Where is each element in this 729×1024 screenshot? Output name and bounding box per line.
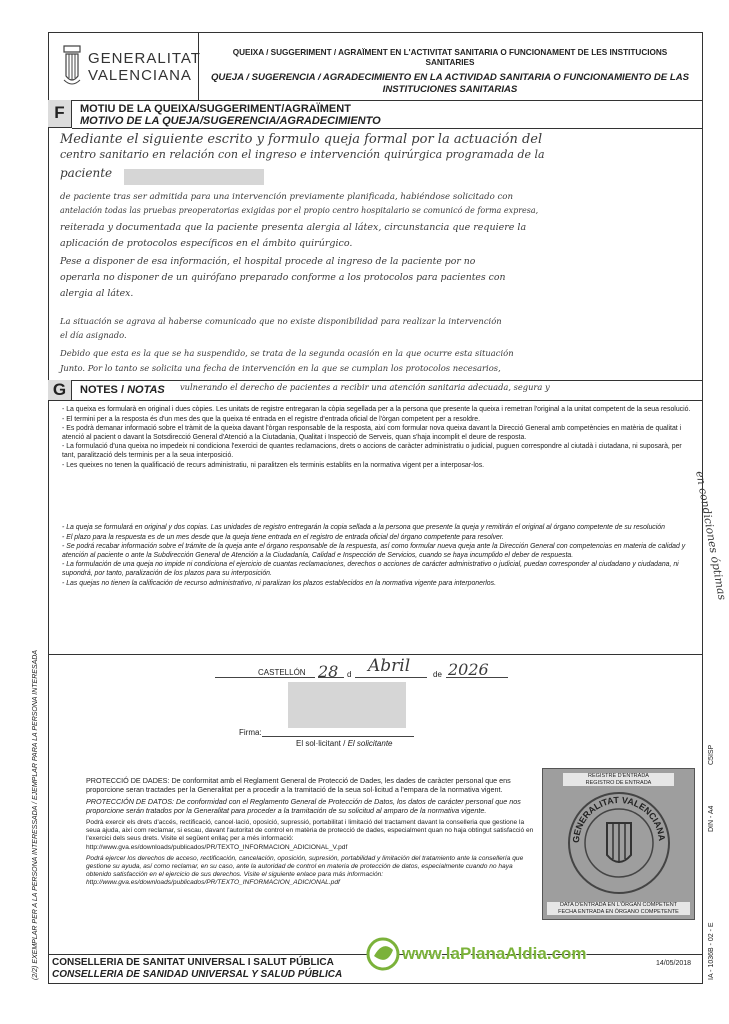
stamp-ring-text: GENERALITAT VALENCIANA (570, 794, 668, 844)
side-copy-note: (2/2) EXEMPLAR PER A LA PERSONA INTERESSADA / EJEMPLAR PARA LA PERSONA INTERESADA (32, 650, 39, 980)
margin-handwritten-note: en condiciones óptimas (693, 470, 729, 602)
de-label: d (347, 670, 352, 679)
logo-line-2: VALENCIANA (88, 67, 192, 84)
side-code-c: C5ISP (708, 744, 715, 765)
section-g-title: NOTES / NOTAS (80, 384, 165, 396)
city-line (215, 677, 315, 678)
notes-bottom-divider (48, 654, 703, 655)
section-g-divider-top (48, 380, 703, 381)
note-ca-item: - La formulació d'una queixa no impedeix ni condiciona l'exercici de quantes reclamacions, drets o accions de caràcter administratiu o judicial, puguen correspondre al ciutadà i ciutadana, ni suposarà, per tant, paralització dels terminis per a la seua interposició. (62, 443, 682, 459)
section-f-title-ca: MOTIU DE LA QUEIXA/SUGGERIMENT/AGRAÏMENT (80, 103, 351, 115)
footer-es: CONSELLERIA DE SANIDAD UNIVERSAL Y SALUD PÚBLICA (52, 969, 343, 980)
signature-line (262, 736, 414, 737)
section-g-letter: G (52, 380, 67, 399)
notes-es-list (62, 524, 694, 589)
hand-line: reiterada y documentada que la paciente presenta alergia al látex, circunstancia que requiere la (60, 222, 527, 233)
hand-line: Pese a disponer de esa información, el hospital procede al ingreso de la paciente por no (60, 256, 476, 267)
note-ca-item: - Les queixes no tenen la qualificació de recurs administratiu, ni paralitzen els terminis establits en la normativa vigent per a interposar-los. (62, 461, 485, 469)
section-f-letter: F (54, 103, 65, 122)
hand-line: antelación todas las pruebas preoperatorias exigidas por el propio centro hospitalario se comunicó de forma expresa, (60, 206, 539, 215)
header-title-ca: QUEIXA / SUGGERIMENT / AGRAÏMENT EN L'ACTIVITAT SANITARIA O FUNCIONAMENT DE LES INSTITUCIONS SANITARIES (232, 48, 668, 67)
hand-line: paciente (60, 166, 113, 180)
side-code-ia: IA - 1036B - 02 - E (708, 922, 715, 980)
hand-line: aplicación de protocolos específicos en el ámbito quirúrgico. (60, 238, 353, 249)
hand-line: alergia al látex. (60, 288, 134, 299)
logo-text (88, 50, 201, 84)
section-f-divider (72, 128, 703, 129)
side-code-din: DIN - A4 (708, 805, 715, 832)
hand-line: el día asignado. (60, 330, 127, 340)
day-line (318, 677, 344, 678)
section-g-title-es: NOTAS (127, 384, 165, 396)
note-ca-item: - La queixa es formularà en original i dues còpies. Les unitats de registre entregaran la còpia segellada per a la persona que presente la queixa i remetran l'original a la unitat competent de la seua resolució. (62, 406, 691, 413)
hand-line-overflow: vulnerando el derecho de pacientes a recibir una atención sanitaria adecuada, segura y (180, 382, 550, 392)
note-es-item: - La formulación de una queja no impide ni condiciona el ejercicio de cuantas reclamaciones, derechos o acciones de carácter administrativo o judicial, puedan corresponder al ciudadano y ciudadana, ni supondrá, por tanto, paralización de los plazos para su interposición. (62, 561, 679, 577)
signature-month[interactable]: Abril (368, 656, 411, 676)
footer-date: 14/05/2018 (656, 960, 692, 967)
hand-line: La situación se agrava al haberse comunicado que no existe disponibilidad para realizar la intervención (60, 316, 502, 326)
complaint-text-area[interactable] (60, 132, 700, 382)
hand-line: Junto. Por lo tanto se solicita una fecha de intervención en la que se cumplan los protocolos necesarios, (60, 363, 501, 373)
note-ca-item: - El termini per a la resposta és d'un mes des que la queixa té entrada en el registre d'entrada oficial de l'òrgan competent per a resoldre. (62, 415, 481, 423)
registration-stamp (542, 768, 695, 920)
hand-line: centro sanitario en relación con el ingreso e intervención quirúrgica programada de la (60, 148, 545, 161)
year-line (446, 677, 508, 678)
signature-city: CASTELLÓN (258, 668, 306, 677)
footer-ca: CONSELLERIA DE SANITAT UNIVERSAL I SALUT PÚBLICA (52, 957, 334, 968)
privacy-rights-es: Podrá ejercer los derechos de acceso, rectificación, cancelación, oposición, supresión, portabilidad y limitación del tratamiento ante la consellería que gestione su ayuda, así como reclamar, en su caso, ante la autoridad de control en materia de protección de datos, especialmente cuando no haya obtenido satisfacción en el ejercicio de sus derechos. Visite el siguiente enlace para más información: http://www.gva.es/downloads/publicados/PR/TEXTO_INFORMACION_ADICIONAL.pdf (86, 854, 524, 887)
privacy-ca: PROTECCIÓ DE DADES: De conformitat amb el Reglament General de Protecció de Dades, les dades de caràcter personal que ens proporcione seran tractades per la Generalitat per a procedir a la tramitació de la seua sol·licitud a l'empara de la normativa vigent. (86, 776, 511, 794)
section-f-title-es: MOTIVO DE LA QUEJA/SUGERENCIA/AGRADECIMIENTO (80, 115, 381, 127)
privacy-es: PROTECCIÓN DE DATOS: De conformidad con el Reglamento General de Protección de Datos, los datos de carácter personal que nos proporcione serán tratados por la Generalitat para proceder a la tramitación de su solicitud al amparo de la normativa vigente. (86, 797, 521, 815)
note-ca-item: - Es podrà demanar informació sobre el tràmit de la queixa davant l'òrgan responsable de la resposta, així com formular nova queixa davant la Direcció General amb competències en matèria de qualitat i atenció al pacient o davant la Sotsdirecció General d'Atenció a la Ciutadania, Qualitat i Inspecció de Serveis, quan s'haja incomplit el deure de resposta. (62, 425, 682, 441)
note-es-item: - Las quejas no tienen la calificación de recurso administrativo, ni paralizan los plazos establecidos en la normativa vigente para interponerlos. (62, 579, 496, 587)
section-g-letter-box (48, 380, 72, 400)
header-divider (48, 100, 703, 101)
section-g-title-ca: NOTES (80, 384, 118, 396)
signature-year[interactable]: 2026 (448, 660, 489, 679)
hand-line: Mediante el siguiente escrito y formulo queja formal por la actuación del (60, 132, 543, 147)
stamp-bottom-label: DATA D'ENTRADA EN L'ÒRGAN COMPETENT FECHA ENTRADA EN ÓRGANO COMPETENTE (547, 902, 690, 915)
firma-label: Firma: (239, 728, 262, 737)
header-title-es: QUEJA / SUGERENCIA / AGRADECIMIENTO EN LA ACTIVIDAD SANITARIA O FUNCIONAMIENTO DE LAS INSTITUCIONES SANITARIAS (210, 72, 690, 95)
watermark-logo-icon (365, 936, 401, 972)
de2-label: de (433, 670, 442, 679)
redacted-signature (288, 682, 406, 728)
privacy-rights-ca: Podrà exercir els drets d'accés, rectificació, cancel·lació, oposició, supressió, portabilitat i limitació del tractament davant la conselleria que gestione la seua ajuda, així com reclamar, si escau, davant l'autoritat de control en matèria de protecció de dades, especialment quan no haja obtingut satisfacció en l'exercici dels seus drets. Visite el següent enllaç per a més informació: http://www.gva.es/downloads/publicados/PR/TEXTO_INFORMACION_ADICIONAL_V.pdf (86, 819, 534, 851)
notes-ca-list (62, 406, 694, 471)
month-line (355, 677, 427, 678)
note-es-item: - La queja se formulará en original y dos copias. Las unidades de registro entregarán la copia sellada a la persona que presente la queja y remitirán el original al órgano competente de su resolución (62, 524, 665, 531)
generalitat-logo-icon (60, 42, 84, 88)
logo-line-1: GENERALITAT (88, 50, 201, 67)
hand-line: Debido que esta es la que se ha suspendido, se trata de la segunda ocasión en la que ocurre esta situación (60, 348, 514, 358)
watermark-text[interactable]: www.laPlanaAldia.com (402, 944, 587, 963)
hand-line: de paciente tras ser admitida para una intervención previamente planificada, habiéndose solicitado con (60, 192, 514, 202)
section-g-divider (48, 400, 703, 401)
note-es-item: - Se podrá recabar información sobre el trámite de la queja ante el órgano responsable de la respuesta, así como formular nueva queja ante la Dirección General con competencias en materia de calidad y atención al paciente o ante la Subdirección General de Atención a la Ciudadanía, Calidad e Inspección de Servicios, cuando se haya incumplido el deber de respuesta. (62, 543, 686, 559)
section-f-letter-box (48, 100, 72, 128)
stamp-seal-icon (565, 789, 673, 897)
signature-day[interactable]: 28 (318, 662, 339, 681)
stamp-top-label: REGISTRE D'ENTRADA REGISTRO DE ENTRADA (563, 773, 674, 786)
redacted-patient-name (124, 169, 264, 185)
hand-line: operarla no disponer de un quirófano preparado conforme a los protocolos para pacientes con (60, 272, 506, 283)
privacy-block (86, 776, 534, 888)
note-es-item: - El plazo para la respuesta es de un mes desde que la queja tiene entrada en el registro de entrada oficial del órgano competente para resolver. (62, 533, 504, 541)
solicitant-label: El sol·licitant / El solicitante (296, 739, 393, 748)
